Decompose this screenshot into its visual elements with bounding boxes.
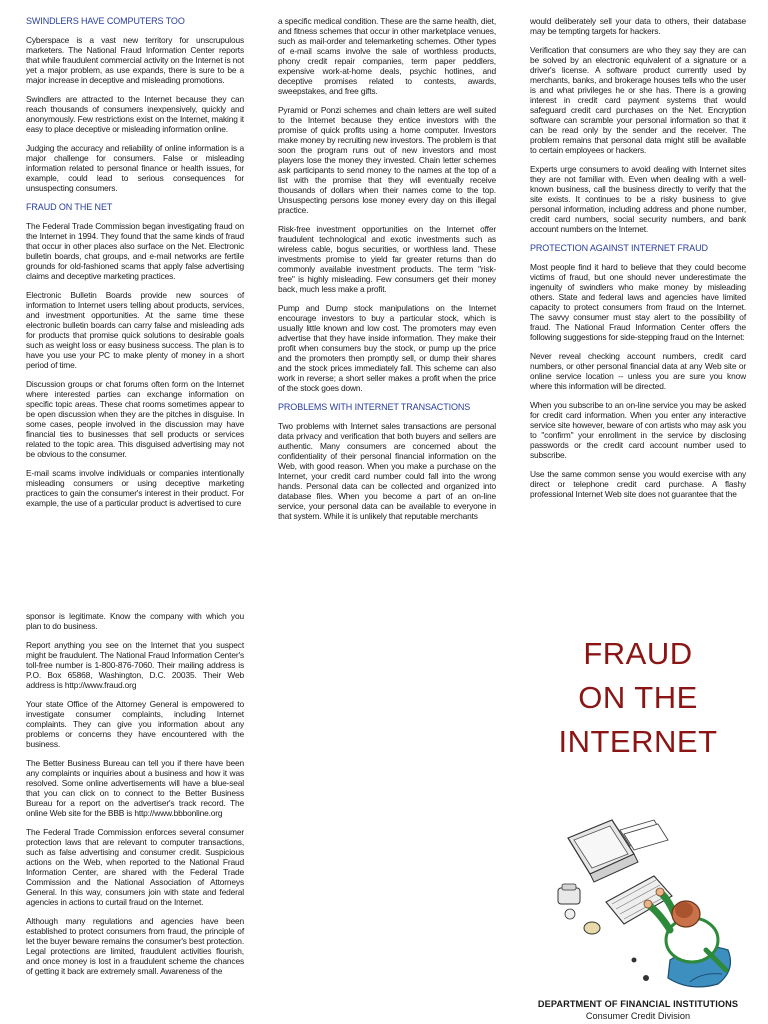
paragraph: Judging the accuracy and reliability of online information is a major challenge for consumers. False or misleading information related to personal finance or health issues, for example, could lead to serious consequences for unsuspecting consumers. (26, 143, 244, 193)
heading-protection: PROTECTION AGAINST INTERNET FRAUD (530, 243, 708, 253)
paragraph: Report anything you see on the Internet that you suspect might be fraudulent. The National Fraud Information Center's toll-free number is 1-800-876-7060. Their mailing address is P.O. Box 65868, Washington, D.C. 20035. Their Web address is http://www.fraud.org (26, 640, 244, 690)
paragraph: When you subscribe to an on-line service you may be asked for credit card information. When you enter any interactive service site however, beware of con artists who may ask you to "confirm" your enrollment in the service by disclosing passwords or the credit card account number used to subscribe. (530, 400, 746, 460)
paragraph: The Better Business Bureau can tell you if there have been any complaints or inquiries about a business and how it was resolved. Some online advertisements will have a blue-seal that you can click on to connect to the Better Business Bureau for a report on the advertiser's track record. The online Web site for the BBB is http://www.bbbonline.org (26, 758, 244, 818)
paragraph: Pyramid or Ponzi schemes and chain letters are well suited to the Internet because they entice investors with the promise of quick profits using a home computer. Investors make money by recruiting new investors. The problem is that soon the program runs out of new investors and most players lose the money they invested. Chain letter schemes ask participants to send money to the names at the top of a list with the promise that they will eventually receive thousands of dollars when their names come to the top. Unsuspecting persons lose money every day on this illegal practice. (278, 105, 496, 215)
cover-title-line: INTERNET (558, 724, 718, 759)
paragraph: Most people find it hard to believe that they could become victims of fraud, but one should never underestimate the ingenuity of swindlers who make money by misleading others. State and federal laws and agencies have limited capacity to protect consumers from fraud on the Internet. The savvy consumer must stay alert to the possibility of fraud. The National Fraud Information Center offers the following suggestions for side-stepping fraud on the Internet: (530, 262, 746, 342)
cover-title-line: FRAUD (583, 636, 693, 671)
paragraph: Use the same common sense you would exercise with any direct or telephone credit card purchase. A flashy professional Internet Web site does not guarantee that the (530, 469, 746, 499)
paragraph: Verification that consumers are who they say they are can be solved by an electronic equivalent of a signature or a driver's license. A software product currently used by merchants, banks, and brokerage houses tells who the user is and what privileges he or she has. There is a growing interest in credit card payment systems that would safeguard credit card purchases on the Net. Encryption software can scramble your personal information so that it can be read only by the sender and the receiver. The problem remains that personal data might still be available to certain employees or hackers. (530, 45, 746, 155)
paragraph: Risk-free investment opportunities on the Internet offer fraudulent technological and exotic investments such as wireless cable, bogus securities, or worthless land. These investments promise to yield far greater returns than do commonly available investment products. The term "risk-free" is highly misleading. Few consumers get their money back, much less make a profit. (278, 224, 496, 294)
department-name: DEPARTMENT OF FINANCIAL INSTITUTIONS (537, 999, 739, 1009)
paragraph: Cyberspace is a vast new territory for unscrupulous marketers. The National Fraud Information Center reports that while fraudulent commercial activity on the Internet is not yet a major problem, as use expands, there is sure to be a major increase in deceptive and misleading promotions. (26, 35, 244, 85)
paragraph: would deliberately sell your data to others, their database may be tempting targets for hackers. (530, 16, 746, 36)
paragraph: Two problems with Internet sales transactions are personal data privacy and verification that both buyers and sellers are authentic. Many consumers are concerned about the confidentiality of their personal financial information on the Web, with good reason. When you make a purchase on the Internet, your credit card number could fall into the wrong hands. Personal data can be collected and organized into database files. When you become a part of an on-line service, your personal data can be available to everyone in that system. While it is unlikely that reputable merchants (278, 421, 496, 521)
heading-fraud-on-net: FRAUD ON THE NET (26, 202, 113, 212)
paragraph: Swindlers are attracted to the Internet because they can reach thousands of consumers inexpensively, quickly and anonymously. Few restrictions exist on the Internet, making it easy to place deceptive or misleading information online. (26, 94, 244, 134)
paragraph: Although many regulations and agencies have been established to protect consumers from fraud, the principle of let the buyer beware remains the consumer's best protection. Legal protections are limited, fraudulent activities flourish, and once money is lost in a fraudulent scheme the chances of getting it back are extremely small. Awareness of the (26, 916, 244, 976)
paragraph: Never reveal checking account numbers, credit card numbers, or other personal financial data at any Web site or online service location -- unless you are sure you know where this information will be directed. (530, 351, 746, 391)
paragraph: a specific medical condition. These are the same health, diet, and fitness schemes that occur in other marketplace venues, such as mail-order and telemarketing schemes. Other types of e-mail scams involve the sale of worthless products, phony credit repair companies, term paper peddlers, expensive work-at-home deals, psychic hotlines, and deceptive promises related to contests, awards, sweepstakes, and free gifts. (278, 16, 496, 96)
paragraph: Your state Office of the Attorney General is empowered to investigate consumer complaints, including Internet complaints. They can give you information about any problems or concerns they have encountered with the business. (26, 699, 244, 749)
paragraph: sponsor is legitimate. Know the company with which you plan to do business. (26, 611, 244, 631)
division-name: Consumer Credit Division (585, 1011, 691, 1021)
column-2 (278, 16, 496, 530)
paragraph: The Federal Trade Commission enforces several consumer protection laws that are relevant to computer transactions, such as false advertising and consumer credit. Suspicious actions on the Web, when reported to the National Fraud Information Center, are shared with the Federal Trade Commission and the National Association of Attorneys General. In this way, consumers join with state and federal agencies in actions to curtail fraud on the Internet. (26, 827, 244, 907)
chair-wheels-icon (632, 958, 650, 982)
column-4 (26, 611, 244, 985)
cup-icon (584, 922, 600, 934)
paragraph: Experts urge consumers to avoid dealing with Internet sites they are not familiar with. Even when dealing with a well-known business, call the business directly to verify that the site exists. It continues to be a risky business to give personal information, including address and phone number, credit card numbers, social security numbers, and bank account numbers on the Internet. (530, 164, 746, 234)
cover-title-line: ON THE (578, 680, 698, 715)
cover-title (530, 632, 746, 764)
heading-swindlers: SWINDLERS HAVE COMPUTERS TOO (26, 16, 185, 26)
paragraph: The Federal Trade Commission began investigating fraud on the Internet in 1994. They found that the same kinds of fraud that occur in other places also surface on the Net. Electronic bulletin boards, chat groups, and e-mail networks are fertile grounds for old-fashioned scams that apply false advertising claims and deceptive marketing practices. (26, 221, 244, 281)
plant-icon (565, 909, 575, 919)
column-1 (26, 16, 244, 517)
phone-icon (558, 884, 580, 904)
paragraph: Pump and Dump stock manipulations on the Internet encourage investors to buy a particular stock, which is usually little known and low cost. The promoters may even advertise that they have inside information. They make their profit when consumers buy the stock, or pump up the price and the promoters then promptly sell, or dump their shares and the stock prices immediately fall. This scheme can also work in reverse; a short seller makes a profit when the price of the stock goes down. (278, 303, 496, 393)
paragraph: Discussion groups or chat forums often form on the Internet where interested parties can exchange information on specific topic areas. These chat rooms sometimes appear to be open discussion when they are the pitches in disguise. In some cases, people involved in the discussion may have financial ties to businesses that sell products or services related to the topic area. This disguised advertising may not be obvious to the consumer. (26, 379, 244, 459)
paragraph: E-mail scams involve individuals or companies intentionally misleading consumers or using deceptive marketing practices to gain the consumer's interest in their product. For example, the use of a particular product is advertised to cure (26, 468, 244, 508)
panel-divider (0, 576, 768, 592)
heading-problems-transactions: PROBLEMS WITH INTERNET TRANSACTIONS (278, 402, 471, 412)
computer-user-illustration (550, 810, 740, 990)
column-3 (530, 16, 746, 508)
paragraph: Electronic Bulletin Boards provide new sources of information to Internet users telling about products, services, and investment opportunities. At the same time these electronic bulletin boards can carry false and misleading ads for products that promise quick solutions to desirable goals such as weight loss or easy business success. The plan is to have you use your PC to make plenty of money in a short period of time. (26, 290, 244, 370)
